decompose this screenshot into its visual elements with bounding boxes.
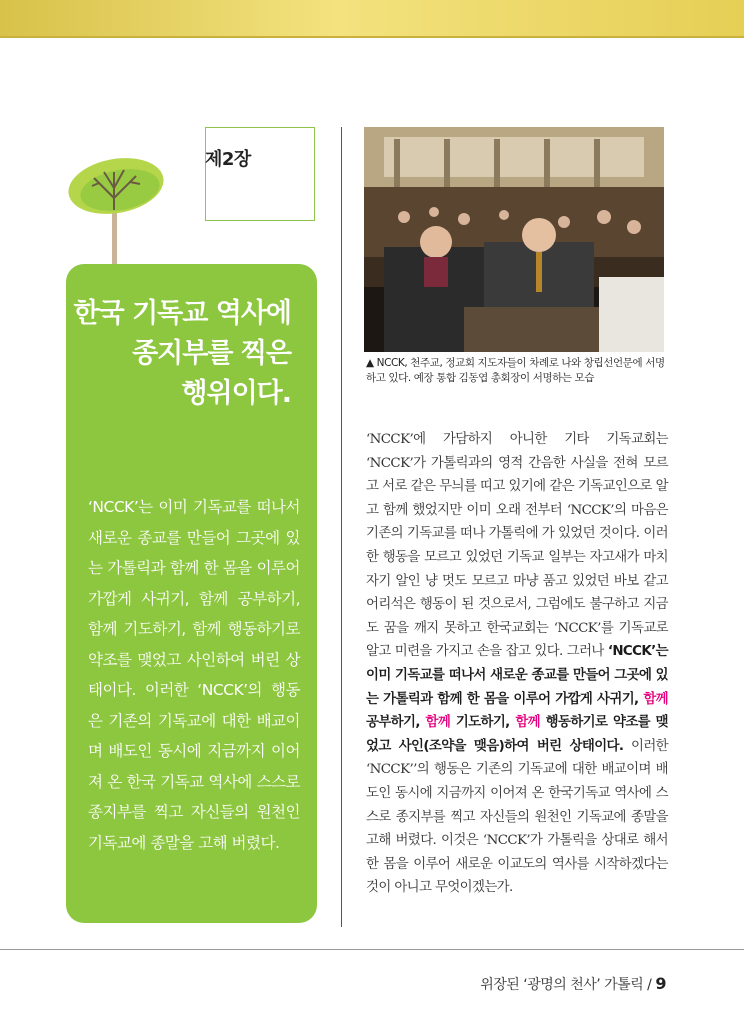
article-emphasis: 행동하기로 약조를 맺었고 사인(조약을 맺음)하여 버린 상태이다.: [366, 715, 669, 754]
panel-title-line: 한국 기독교 역사에: [73, 298, 291, 329]
panel-title-line: 행위이다.: [181, 378, 291, 409]
summary-panel: [66, 264, 317, 923]
article-text: ‘NCCK’에 가담하지 아니한 기타 기독교회는 ‘NCCK’가 가톨릭과의 영적 간음한 사실을 전혀 모르고 서로 같은 무늬를 띠고 있기에 같은 기독교인으로 알고 함께 했었지만 이미 오래 전부터 ‘NCCK’의 마음은 기존의 기독교를 떠나 가톨릭에 가 있었던 것이다. 이러한 행동을 모르고 있었던 기독교 일부는 자고새가 마치 자기 알인 냥 멋도 모르고 마냥 품고 있었던 바보 같고 어리석은 행동이 된 것으로서, 그럼에도 불구하고 지금도 꿈을 깨지 못하고 한국교회는 ‘NCCK’를 기독교로 알고 미련을 가지고 손을 잡고 있다. 그러나: [366, 432, 668, 660]
panel-title-line: 종지부를 찍은: [132, 338, 291, 369]
article-highlight: 함께: [643, 691, 668, 707]
article-text: 이러한 ‘NCCK’’의 행동은 기존의 기독교에 대한 배교이며 배도인 동시에 지금까지 이어져 온 한국기독교 역사에 스스로 종지부를 찍고 자신들의 원천인 기독교에 종말을 고해 버렸다. 이것은 ‘NCCK’가 가톨릭을 상대로 해서 한 몸을 이루어 새로운 이교도의 역사를 시작하겠다는 것이 아니고 무엇이겠는가.: [366, 738, 668, 896]
article-highlight: 함께: [425, 715, 451, 731]
tree-icon: [64, 150, 164, 280]
article-emphasis: 공부하기,: [366, 715, 426, 731]
photo-caption: ▲ NCCK, 천주교, 정교회 지도자들이 차례로 나와 창립선언문에 서명하고 있다. 예장 통합 김동엽 총회장이 서명하는 모습: [366, 357, 665, 384]
article-highlight: 함께: [515, 715, 540, 731]
article-body: [366, 428, 668, 900]
panel-title: [71, 294, 291, 414]
top-divider: [0, 36, 744, 38]
signing-ceremony-photo: [364, 127, 664, 352]
article-emphasis: ‘NCCK’는 이미 기독교를 떠나서 새로운 종교를 만들어 그곳에 있는 가톨릭과 함께 한 몸을 이루어 가깝게 사귀기,: [366, 644, 668, 707]
top-decorative-band: [0, 0, 744, 36]
running-title: 위장된 ‘광명의 천사’ 가톨릭 /: [480, 977, 652, 993]
bottom-divider: [0, 949, 744, 950]
chapter-frame: [205, 127, 315, 221]
chapter-label: 제2장: [205, 149, 251, 170]
column-divider: [341, 127, 342, 927]
page-footer: [480, 974, 666, 994]
page-number: 9: [655, 974, 666, 993]
panel-body: ‘NCCK’는 이미 기독교를 떠나서 새로운 종교를 만들어 그곳에 있는 가톨릭과 함께 한 몸을 이루어 가깝게 사귀기, 함께 공부하기, 함께 기도하기, 함께 행동하기로 약조를 맺었고 사인하여 버린 상태이다. 이러한 ‘NCCK’의 행동은 기존의 기독교에 대한 배교이며 배도인 동시에 지금까지 이어져 온 한국 기독교 역사에 스스로 종지부를 찍고 자신들의 원천인 기독교에 종말을 고해 버렸다.: [88, 498, 300, 852]
article-emphasis: 기도하기,: [450, 715, 516, 731]
